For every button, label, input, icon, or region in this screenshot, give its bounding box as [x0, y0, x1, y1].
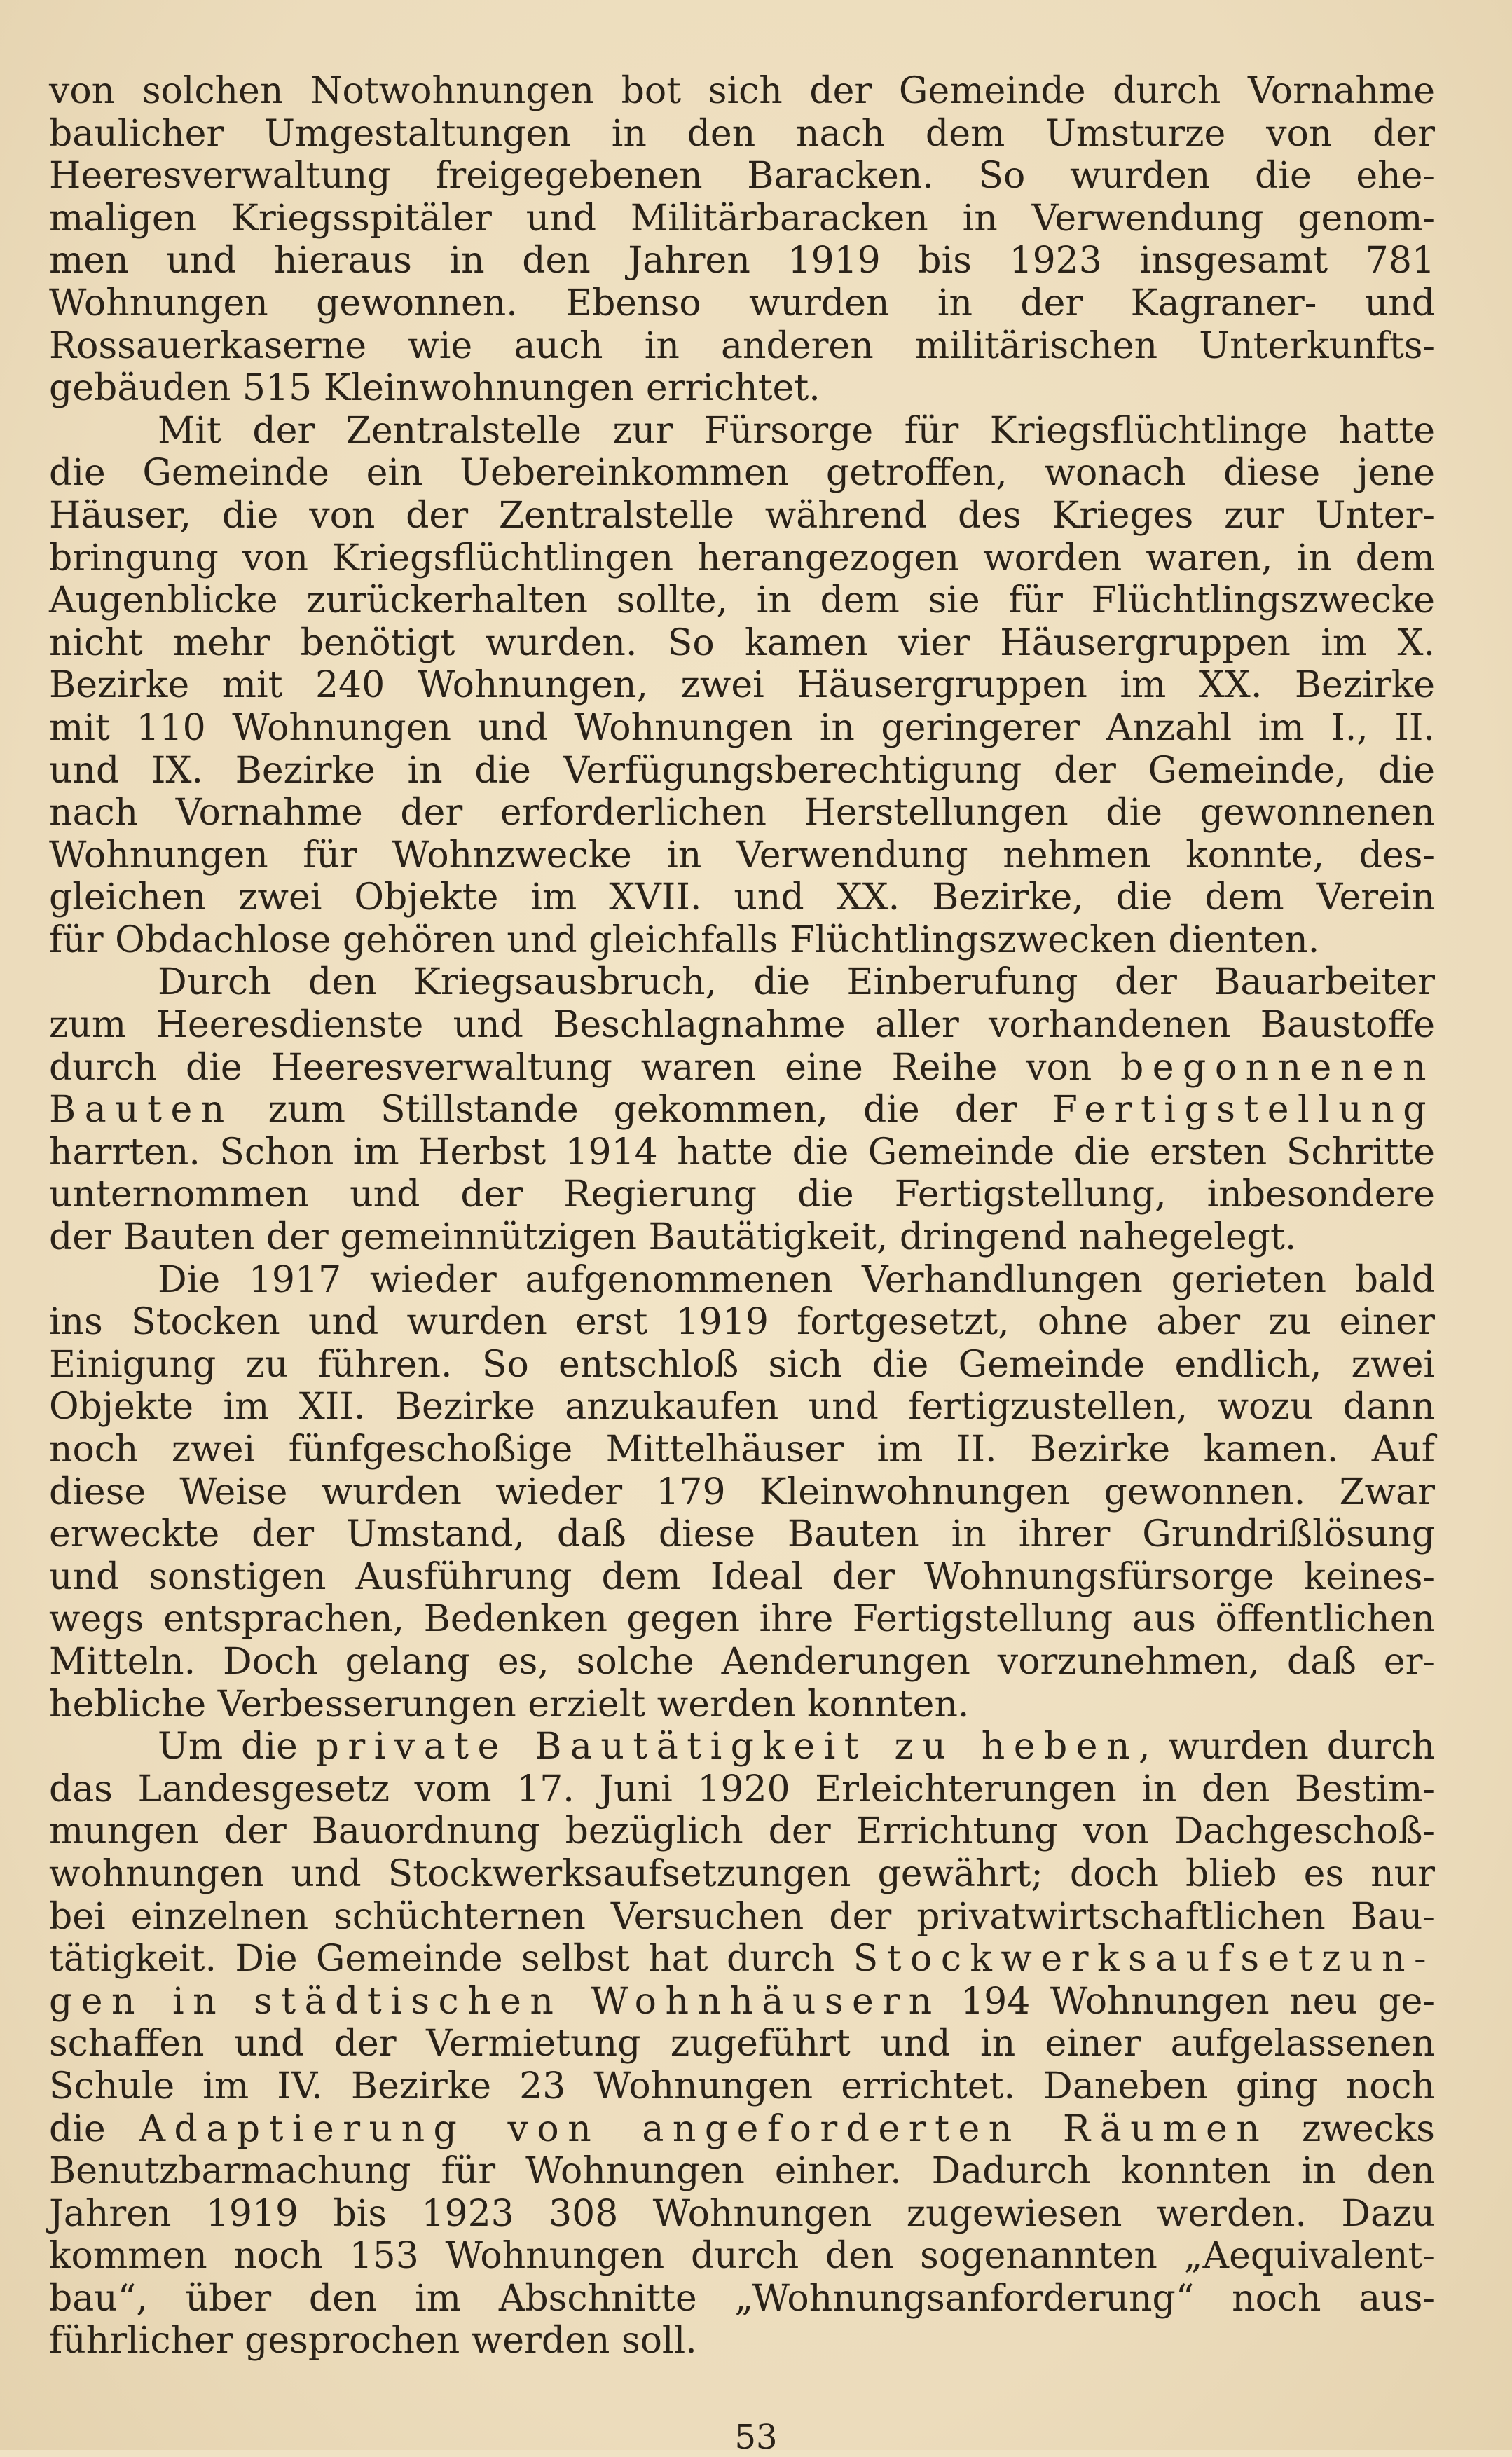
text-line [49, 1047, 1435, 1089]
text-segment: harrten. Schon im Herbst 1914 hatte die Gemeinde die ersten Schritte [49, 1131, 1435, 1174]
text-segment: erweckte der Umstand, daß diese Bauten in ihrer Grundrißlösung [49, 1513, 1435, 1556]
text-segment: bringung von Kriegsflüchtlingen herangezogen worden waren, in dem [49, 537, 1435, 579]
text-line [49, 70, 1435, 113]
text-segment: Bezirke mit 240 Wohnungen, zwei Häusergruppen im XX. Bezirke [49, 664, 1435, 707]
text-line [49, 1768, 1435, 1811]
text-line [49, 1174, 1435, 1216]
text-segment: zum Stillstande gekommen, die der [233, 1089, 1052, 1131]
paragraph [49, 1259, 1435, 1726]
text-segment: kommen noch 153 Wohnungen durch den sogenannten „Aequivalent- [49, 2235, 1435, 2278]
text-segment: die [49, 2107, 139, 2150]
text-line [49, 1259, 1435, 1302]
text-line [49, 876, 1435, 919]
text-line [49, 1853, 1435, 1896]
text-segment: Benutzbarmachung für Wohnungen einher. Dadurch konnten in den [49, 2150, 1435, 2193]
text-line [49, 2150, 1435, 2193]
text-line [49, 1216, 1435, 1259]
text-line [49, 792, 1435, 834]
text-segment: bau“, über den im Abschnitte „Wohnungsanforderung“ noch aus- [49, 2277, 1435, 2320]
text-segment: diese Weise wurden wieder 179 Kleinwohnungen gewonnen. Zwar [49, 1471, 1435, 1513]
text-segment: Augenblicke zurückerhalten sollte, in dem sie für Flüchtlingszwecke [49, 579, 1435, 622]
text-line [49, 1598, 1435, 1641]
text-segment: durch die Heeresverwaltung waren eine Reihe von [49, 1046, 1121, 1089]
text-line [49, 1641, 1435, 1684]
text-segment: Durch den Kriegsausbruch, die Einberufung der Bauarbeiter [158, 961, 1435, 1004]
text-line [49, 1556, 1435, 1599]
text-line [49, 1344, 1435, 1386]
text-segment: Mit der Zentralstelle zur Fürsorge für Kriegsflüchtlinge hatte [158, 409, 1435, 452]
text-line [49, 1386, 1435, 1429]
text-line [49, 1513, 1435, 1556]
text-segment: Häuser, die von der Zentralstelle während des Krieges zur Unter- [49, 494, 1435, 537]
text-line [49, 1131, 1435, 1174]
text-segment: 194 Wohnungen neu ge- [940, 1980, 1435, 2023]
text-line [49, 1429, 1435, 1471]
paragraph [49, 410, 1435, 962]
text-line [49, 325, 1435, 368]
text-segment: Schule im IV. Bezirke 23 Wohnungen errichtet. Daneben ging noch [49, 2065, 1435, 2107]
text-segment: baulicher Umgestaltungen in den nach dem Umsturze von der [49, 112, 1435, 155]
text-segment: Um die [158, 1726, 316, 1768]
text-segment: und sonstigen Ausführung dem Ideal der Wohnungsfürsorge keines- [49, 1555, 1435, 1598]
text-segment: maligen Kriegsspitäler und Militärbaracken in Verwendung genom- [49, 197, 1435, 240]
text-segment: tätigkeit. Die Gemeinde selbst hat durch [49, 1938, 853, 1981]
text-line [49, 2320, 1435, 2362]
text-segment: wegs entsprachen, Bedenken gegen ihre Fertigstellung aus öffentlichen [49, 1598, 1435, 1641]
text-segment: men und hieraus in den Jahren 1919 bis 1923 insgesamt 781 [49, 240, 1435, 282]
text-segment: gleichen zwei Objekte im XVII. und XX. Bezirke, die dem Verein [49, 876, 1435, 919]
text-segment: , wurden durch [1139, 1726, 1435, 1768]
text-line [49, 495, 1435, 537]
text-line [49, 198, 1435, 240]
text-line [49, 2108, 1435, 2151]
text-segment: nicht mehr benötigt wurden. So kamen vier Häusergruppen im X. [49, 621, 1435, 664]
page-number: 53 [734, 2418, 778, 2457]
text-segment: Heeresverwaltung freigegebenen Baracken. So wurden die ehe- [49, 155, 1435, 198]
paragraph [49, 70, 1435, 410]
text-line [49, 961, 1435, 1004]
emphasized-text: begonnenen [1120, 1046, 1435, 1089]
text-segment: zum Heeresdienste und Beschlagnahme aller vorhandenen Baustoffe [49, 1004, 1435, 1047]
text-segment: schaffen und der Vermietung zugeführt und in einer aufgelassenen [49, 2023, 1435, 2065]
text-segment: führlicher gesprochen werden soll. [49, 2320, 697, 2362]
text-segment: das Landesgesetz vom 17. Juni 1920 Erleichterungen in den Bestim- [49, 1768, 1435, 1810]
emphasized-text: Adaptierung von angeforderten Räumen [139, 2107, 1269, 2150]
text-line [49, 1938, 1435, 1981]
text-segment: nach Vornahme der erforderlichen Herstellungen die gewonnenen [49, 792, 1435, 834]
text-line [49, 1896, 1435, 1939]
text-segment: der Bauten der gemeinnützigen Bautätigkeit, dringend nahegelegt. [49, 1216, 1297, 1259]
text-line [49, 452, 1435, 495]
text-segment: Jahren 1919 bis 1923 308 Wohnungen zugewiesen werden. Dazu [49, 2192, 1435, 2235]
text-line [49, 113, 1435, 156]
text-segment: wohnungen und Stockwerksaufsetzungen gewährt; doch blieb es nur [49, 1852, 1435, 1895]
emphasized-text: Stockwerksaufsetzun- [853, 1938, 1435, 1981]
text-line [49, 410, 1435, 453]
text-segment: für Obdachlose gehören und gleichfalls Flüchtlingszwecken dienten. [49, 918, 1320, 961]
text-segment: unternommen und der Regierung die Fertigstellung, inbesondere [49, 1174, 1435, 1216]
text-line [49, 2023, 1435, 2065]
text-line [49, 367, 1435, 410]
text-segment: die Gemeinde ein Uebereinkommen getroffen, wonach diese jene [49, 452, 1435, 495]
text-line [49, 1684, 1435, 1726]
text-line [49, 664, 1435, 707]
text-line [49, 1810, 1435, 1853]
text-line [49, 750, 1435, 792]
text-line [49, 537, 1435, 580]
text-line [49, 1301, 1435, 1344]
text-line [49, 2235, 1435, 2278]
emphasized-text: Bauten [49, 1089, 233, 1131]
paragraph [49, 1726, 1435, 2362]
text-line [49, 707, 1435, 750]
text-line [49, 155, 1435, 198]
text-segment: und IX. Bezirke in die Verfügungsberechtigung der Gemeinde, die [49, 749, 1435, 792]
text-segment: zwecks [1268, 2107, 1435, 2150]
text-line [49, 1471, 1435, 1514]
text-segment: mit 110 Wohnungen und Wohnungen in geringerer Anzahl im I., II. [49, 706, 1435, 749]
text-segment: von solchen Notwohnungen bot sich der Gemeinde durch Vornahme [49, 70, 1435, 112]
text-segment: Die 1917 wieder aufgenommenen Verhandlungen gerieten bald [158, 1258, 1435, 1301]
text-segment: hebliche Verbesserungen erzielt werden konnten. [49, 1683, 970, 1726]
text-segment: ins Stocken und wurden erst 1919 fortgesetzt, ohne aber zu einer [49, 1301, 1435, 1344]
body-text [49, 70, 1435, 2362]
text-line [49, 1726, 1435, 1768]
text-segment: Wohnungen gewonnen. Ebenso wurden in der Kagraner- und [49, 282, 1435, 324]
text-line [49, 834, 1435, 877]
text-line [49, 1981, 1435, 2023]
text-segment: Rossauerkaserne wie auch in anderen militärischen Unterkunfts- [49, 324, 1435, 367]
text-segment: bei einzelnen schüchternen Versuchen der privatwirtschaftlichen Bau- [49, 1895, 1435, 1938]
text-segment: Einigung zu führen. So entschloß sich die Gemeinde endlich, zwei [49, 1343, 1435, 1386]
text-line [49, 240, 1435, 282]
text-segment: noch zwei fünfgeschoßige Mittelhäuser im II. Bezirke kamen. Auf [49, 1429, 1435, 1471]
text-line [49, 579, 1435, 622]
paragraph [49, 961, 1435, 1258]
text-segment: Objekte im XII. Bezirke anzukaufen und fertigzustellen, wozu dann [49, 1386, 1435, 1429]
text-segment: Wohnungen für Wohnzwecke in Verwendung nehmen konnte, des- [49, 834, 1435, 876]
text-line [49, 1089, 1435, 1131]
text-line [49, 282, 1435, 325]
text-line [49, 2278, 1435, 2320]
text-line [49, 2065, 1435, 2108]
text-line [49, 919, 1435, 962]
text-segment: mungen der Bauordnung bezüglich der Errichtung von Dachgeschoß- [49, 1810, 1435, 1853]
text-line [49, 622, 1435, 665]
text-segment: Mitteln. Doch gelang es, solche Aenderungen vorzunehmen, daß er- [49, 1640, 1435, 1683]
emphasized-text: Fertigstellung [1052, 1089, 1435, 1131]
text-segment: gebäuden 515 Kleinwohnungen errichtet. [49, 367, 820, 410]
text-line [49, 2193, 1435, 2236]
emphasized-text: gen in städtischen Wohnhäusern [49, 1980, 941, 2023]
text-line [49, 1004, 1435, 1047]
emphasized-text: private Bautätigkeit zu heben [315, 1726, 1139, 1768]
